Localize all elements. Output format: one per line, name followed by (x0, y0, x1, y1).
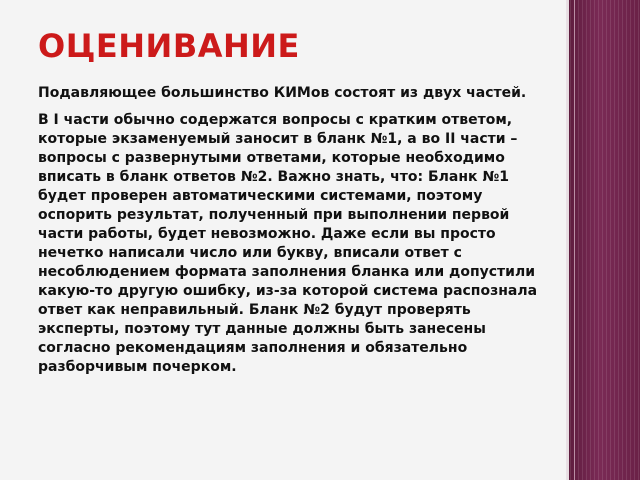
slide-title: ОЦЕНИВАНИЕ (38, 27, 300, 65)
slide-body (38, 84, 538, 385)
paragraph-intro: Подавляющее большинство КИМов состоят из двух частей. (38, 85, 527, 101)
decorative-side-band (566, 0, 640, 480)
paragraph-details: В I части обычно содержатся вопросы с кратким ответом, которые экзаменуемый заносит в бланк №1, а во II части – вопросы с развернутыми ответами, которые необходимо вписать в бланк ответов №2. Важно знать, что: Бланк №1 будет проверен автоматическими системами, поэтому оспорить результат, полученный при выполнении первой части работы, будет невозможно. Даже если вы просто нечетко написали число или букву, вписали ответ с несоблюдением формата заполнения бланка или допустили какую-то другую ошибку, из-за которой система распознала ответ как неправильный. Бланк №2 будут проверять эксперты, поэтому тут данные должны быть занесены согласно рекомендациям заполнения и обязательно разборчивым почерком. (38, 112, 538, 375)
